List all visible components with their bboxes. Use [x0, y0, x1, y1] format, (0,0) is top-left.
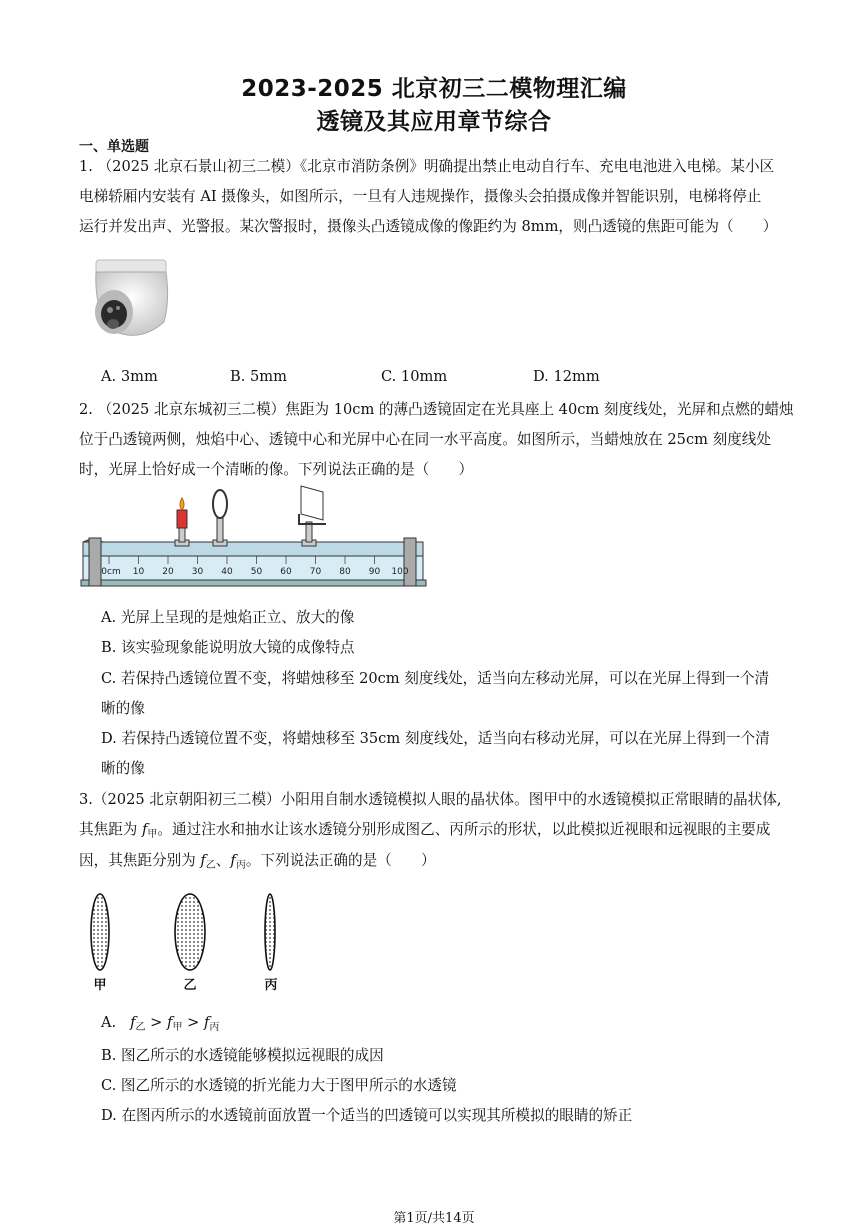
q1-line3: 运行并发出声、光警报。某次警报时，摄像头凸透镜成像的像距约为 8mm，则凸透镜的焦距可能为（ ）	[79, 218, 778, 235]
optical-bench-figure	[79, 484, 431, 594]
tick-label: 30	[191, 567, 204, 577]
q2-option-c-line1: C. 若保持凸透镜位置不变，将蜡烛移至 20cm 刻度线处，适当向左移动光屏，可以在光屏上得到一个清	[101, 670, 770, 687]
tick-label: 20	[162, 567, 174, 577]
q2-line1: 2. （2025 北京东城初三二模）焦距为 10cm 的薄凸透镜固定在光具座上 40cm 刻度线处，光屏和点燃的蜡烛	[79, 401, 794, 418]
q2-option-d-line2: 晰的像	[101, 760, 145, 777]
tick-label: 70	[309, 567, 322, 577]
label-yi: 乙	[183, 978, 197, 993]
q2-line3: 时，光屏上恰好成一个清晰的像。下列说法正确的是（ ）	[79, 461, 474, 478]
q1-option-c: C. 10mm	[381, 368, 448, 385]
q1-line1: 1. （2025 北京石景山初三二模）《北京市消防条例》明确提出禁止电动自行车、充电电池进入电梯。某小区	[79, 158, 775, 175]
tick-label: 90	[368, 567, 381, 577]
q2-line2: 位于凸透镜两侧，烛焰中心、透镜中心和光屏中心在同一水平高度。如图所示，当蜡烛放在 25cm 刻度线处	[79, 431, 771, 448]
tick-label: 100	[391, 567, 409, 577]
page-footer: 第1页/共14页	[393, 1211, 475, 1226]
label-bing: 丙	[264, 978, 278, 993]
label-jia: 甲	[93, 978, 107, 993]
convex-lens	[213, 490, 227, 546]
q3-line2: 其焦距为 $f_甲$。通过注水和抽水让该水透镜分别形成图乙、丙所示的形状，以此模拟近视眼和远视眼的主要成	[79, 821, 771, 840]
section-heading: 一、单选题	[79, 139, 149, 155]
lens-yi	[175, 894, 205, 970]
lens-jia	[91, 894, 109, 970]
candle	[175, 498, 189, 546]
light-screen	[299, 486, 326, 546]
tick-label: 40	[221, 567, 233, 577]
q2-option-d-line1: D. 若保持凸透镜位置不变，将蜡烛移至 35cm 刻度线处，适当向右移动光屏，可以在光屏上得到一个清	[101, 730, 770, 747]
q3-line3: 因，其焦距分别为 $f_乙$、$f_丙$。下列说法正确的是（ ）	[79, 852, 436, 871]
water-lens-figure	[80, 888, 300, 994]
q3-option-a: A. $f_乙 > f_甲 > f_丙$	[101, 1014, 220, 1033]
tick-label: 50	[250, 567, 263, 577]
bench-right-end	[404, 538, 416, 586]
q2-option-b: B. 该实验现象能说明放大镜的成像特点	[101, 639, 355, 656]
q1-option-a: A. 3mm	[101, 368, 158, 385]
tick-label: 60	[280, 567, 292, 577]
camera-figure	[86, 256, 176, 342]
doc-title-line1: 2023-2025 北京初三二模物理汇编	[241, 76, 627, 102]
tick-label: 80	[339, 567, 351, 577]
q2-option-a: A. 光屏上呈现的是烛焰正立、放大的像	[101, 609, 355, 626]
q1-option-b: B. 5mm	[230, 368, 287, 385]
tick-label: 0cm	[101, 567, 121, 577]
tick-label: 10	[132, 567, 145, 577]
q1-option-d: D. 12mm	[533, 368, 600, 385]
q3-option-c: C. 图乙所示的水透镜的折光能力大于图甲所示的水透镜	[101, 1077, 457, 1094]
q2-option-c-line2: 晰的像	[101, 700, 145, 717]
bench-left-end	[89, 538, 101, 586]
lens-bing	[265, 894, 275, 970]
q3-line1: 3.（2025 北京朝阳初三二模）小阳用自制水透镜模拟人眼的晶状体。图甲中的水透镜模拟正常眼睛的晶状体,	[79, 791, 782, 808]
doc-title-line2: 透镜及其应用章节综合	[316, 109, 552, 135]
q1-line2: 电梯轿厢内安装有 AI 摄像头，如图所示，一旦有人违规操作，摄像头会拍摄成像并智能识别，电梯将停止	[79, 188, 762, 205]
q3-option-d: D. 在图丙所示的水透镜前面放置一个适当的凹透镜可以实现其所模拟的眼睛的矫正	[101, 1107, 633, 1124]
q3-option-b: B. 图乙所示的水透镜能够模拟远视眼的成因	[101, 1047, 384, 1064]
